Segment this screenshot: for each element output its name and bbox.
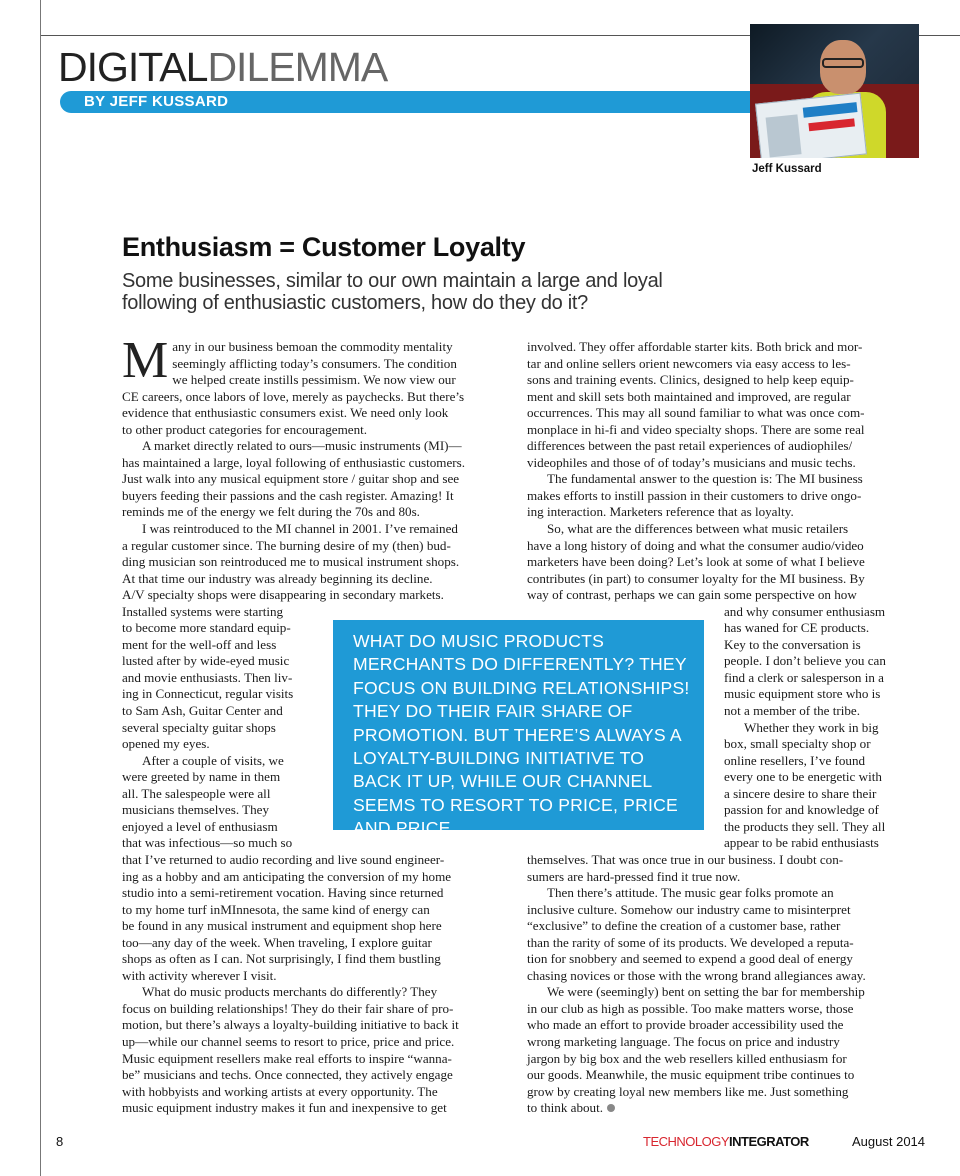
text-line: that was infectious—so much so bbox=[122, 835, 293, 851]
text-line: appear to be rabid enthusiasts bbox=[724, 835, 879, 851]
text-line: a regular customer since. The burning desire of my (then) bud- bbox=[122, 537, 451, 553]
photo-glasses bbox=[822, 58, 864, 68]
text-line: to other product categories for encouragement. bbox=[122, 421, 368, 437]
text-line: to my home turf inMInnesota, the same kind of energy can bbox=[122, 901, 430, 917]
text-line: grow by creating loyal new members like me. Just something bbox=[527, 1083, 849, 1099]
text-line: Music equipment resellers make real efforts to inspire “wanna- bbox=[122, 1050, 452, 1066]
paragraph-11 bbox=[527, 984, 910, 1116]
text-line: passion for and knowledge of bbox=[724, 802, 879, 818]
text-line: way of contrast, perhaps we can gain some perspective on how bbox=[527, 587, 857, 603]
paragraph-10 bbox=[527, 885, 910, 984]
text-line: several specialty guitar shops bbox=[122, 719, 276, 735]
logo-light-word: TECHNOLOGY bbox=[643, 1134, 730, 1149]
text-line: focus on building relationships! They do their fair share of pro- bbox=[122, 1000, 454, 1016]
text-line: Installed systems were starting bbox=[122, 603, 284, 619]
text-line: themselves. That was once true in our business. I doubt con- bbox=[527, 851, 844, 867]
text-line: the products they sell. They all bbox=[724, 818, 886, 834]
pull-quote: WHAT DO MUSIC PRODUCTS MERCHANTS DO DIFFERENTLY? THEY FOCUS ON BUILDING RELATIONSHIPS! THEY DO THEIR FAIR SHARE OF PROMOTION. BUT THERE’S ALWAYS A LOYALTY-BUILDING INITIATIVE TO BACK IT UP, WHILE OUR CHANNEL SEEMS TO RESORT TO PRICE, PRICE AND PRICE. bbox=[353, 631, 690, 839]
text-line: ing interaction. Marketers reference that as loyalty. bbox=[527, 504, 794, 520]
text-line: buyers feeding their passions and the cash register. Amazing! It bbox=[122, 487, 454, 503]
paragraph-2 bbox=[122, 438, 505, 521]
text-line: and why consumer enthusiasm bbox=[724, 603, 886, 619]
text-line: music equipment store who is bbox=[724, 686, 881, 702]
logo-bold-word: INTEGRATOR bbox=[729, 1134, 809, 1149]
text-line: has waned for CE products. bbox=[724, 620, 870, 636]
text-line-last bbox=[527, 1100, 910, 1117]
text-line: CE careers, once labors of love, merely as paychecks. But there’s bbox=[122, 388, 465, 404]
text-line: inclusive culture. Somehow our industry came to misinterpret bbox=[527, 901, 851, 917]
text-line: studio into a semi-retirement vocation. Having since returned bbox=[122, 885, 444, 901]
page-number: 8 bbox=[56, 1134, 64, 1149]
text-line: differences between the past retail experiences of audiophiles/ bbox=[527, 438, 853, 454]
photo-caption: Jeff Kussard bbox=[752, 163, 822, 175]
text-line: ment and skill sets both maintained and improved, are regular bbox=[527, 388, 851, 404]
text-line: to become more standard equip- bbox=[122, 620, 291, 636]
department-thin: DILEMMA bbox=[207, 44, 388, 90]
text-line: ding musician son reintroduced me to musical instrument shops. bbox=[122, 554, 460, 570]
text-line: contributes (in part) to consumer loyalty for the MI business. By bbox=[527, 570, 865, 586]
paragraph-1 bbox=[122, 332, 505, 438]
text-line: wrong marketing language. The focus on price and industry bbox=[527, 1033, 840, 1049]
paragraph-7 bbox=[527, 471, 910, 521]
text-line: What do music products merchants do differently? They bbox=[142, 984, 438, 1000]
text-line: At that time our industry was already beginning its decline. bbox=[122, 570, 433, 586]
text-line: Then there’s attitude. The music gear folks promote an bbox=[547, 885, 834, 901]
text-line: occurrences. This may all sound familiar to what was once com- bbox=[527, 405, 865, 421]
text-line: have a long history of doing and what the consumer audio/video bbox=[527, 537, 864, 553]
text-line: I was reintroduced to the MI channel in 2001. I’ve remained bbox=[142, 521, 458, 537]
paragraph-6 bbox=[527, 339, 910, 471]
text-line: to think about. bbox=[527, 1100, 604, 1116]
text-line: every one to be energetic with bbox=[724, 769, 882, 785]
paragraph-5 bbox=[122, 984, 505, 1116]
text-line: Key to the conversation is bbox=[724, 636, 861, 652]
text-line: all. The salespeople were all bbox=[122, 785, 271, 801]
text-line: enjoyed a level of enthusiasm bbox=[122, 818, 278, 834]
text-line: any in our business bemoan the commodity mentality bbox=[172, 339, 453, 354]
text-line: a sincere desire to share their bbox=[724, 785, 877, 801]
text-line: up—while our channel seems to resort to price, price and price. bbox=[122, 1033, 455, 1049]
text-line: videophiles and those of of today’s musicians and music techs. bbox=[527, 454, 856, 470]
text-line: that I’ve returned to audio recording and live sound engineer- bbox=[122, 851, 445, 867]
text-line: The fundamental answer to the question is: The MI business bbox=[547, 471, 863, 487]
text-line: be” musicians and techs. Once connected, they actively engage bbox=[122, 1067, 453, 1083]
text-line: reminds me of the energy we felt during the 70s and 80s. bbox=[122, 504, 420, 520]
text-line: people. I don’t believe you can bbox=[724, 653, 886, 669]
text-line: seemingly afflicting today’s consumers. The condition bbox=[172, 355, 457, 371]
article-headline: Enthusiasm = Customer Loyalty bbox=[122, 232, 526, 262]
text-line: makes efforts to instill passion in their customers to drive ongo- bbox=[527, 487, 862, 503]
text-line: find a clerk or salesperson in a bbox=[724, 669, 884, 685]
magazine-logo bbox=[643, 1134, 809, 1149]
text-line: online resellers, I’ve found bbox=[724, 752, 866, 768]
pull-quote-box bbox=[333, 620, 704, 839]
author-photo bbox=[750, 24, 919, 158]
text-line: box, small specialty shop or bbox=[724, 736, 871, 752]
text-line: We were (seemingly) bent on setting the bar for membership bbox=[547, 984, 865, 1000]
text-line: Just walk into any musical equipment store / guitar shop and see bbox=[122, 471, 460, 487]
text-line: “exclusive” to define the creation of a customer base, rather bbox=[527, 918, 841, 934]
text-line: with hobbyists and working artists at every opportunity. The bbox=[122, 1083, 438, 1099]
department-bold: DIGITAL bbox=[58, 44, 208, 90]
text-line: A market directly related to ours—music instruments (MI)— bbox=[142, 438, 462, 454]
photo-magazine bbox=[755, 93, 867, 158]
text-line: not a member of the tribe. bbox=[724, 703, 860, 719]
text-line: sons and training events. Clinics, designed to help keep equip- bbox=[527, 372, 854, 388]
drop-cap: M bbox=[122, 332, 169, 389]
text-line: shops as often as I can. Not surprisingly, I find them bustling bbox=[122, 951, 441, 967]
text-line: After a couple of visits, we bbox=[142, 752, 284, 768]
text-line: be found in any musical instrument and equipment shop here bbox=[122, 918, 442, 934]
issue-date: August 2014 bbox=[852, 1134, 926, 1149]
article-deck: Some businesses, similar to our own maintain a large and loyal following of enthusiastic customers, how do they do it? bbox=[122, 270, 663, 314]
text-line: were greeted by name in them bbox=[122, 769, 281, 785]
text-line: chasing novices or those with the wrong brand allegiances away. bbox=[527, 967, 866, 983]
text-line: ing in Connecticut, regular visits bbox=[122, 686, 294, 702]
text-line: who made an effort to provide broader accessibility used the bbox=[527, 1017, 844, 1033]
text-line: than the rarity of some of its products. We developed a reputa- bbox=[527, 934, 854, 950]
text-line: jargon by big box and the web resellers killed enthusiasm for bbox=[527, 1050, 847, 1066]
text-line: music equipment industry makes it fun and inexpensive to get bbox=[122, 1100, 447, 1116]
text-line: tar and online sellers orient newcomers via easy access to les- bbox=[527, 355, 851, 371]
text-line: motion, but there’s always a loyalty-building initiative to back it bbox=[122, 1017, 459, 1033]
text-line: musicians themselves. They bbox=[122, 802, 270, 818]
text-line: and movie enthusiasts. Then liv- bbox=[122, 669, 293, 685]
text-line: our goods. Meanwhile, the music equipment tribe continues to bbox=[527, 1067, 855, 1083]
end-mark-icon bbox=[607, 1104, 615, 1112]
text-line: marketers have been doing? Let’s look at some of what I believe bbox=[527, 554, 865, 570]
left-rule bbox=[40, 0, 41, 1176]
text-line: lusted after by wide-eyed music bbox=[122, 653, 290, 669]
text-line: tion for snobbery and seemed to expend a good deal of energy bbox=[527, 951, 853, 967]
text-line: Whether they work in big bbox=[744, 719, 879, 735]
department-title bbox=[58, 44, 387, 90]
text-line: monplace in hi-fi and video specialty shops. There are some real bbox=[527, 421, 865, 437]
text-line: has maintained a large, loyal following of enthusiastic customers. bbox=[122, 454, 466, 470]
text-line: in our club as high as possible. Too make matters worse, those bbox=[527, 1000, 854, 1016]
text-line: evidence that enthusiastic consumers exist. We need only look bbox=[122, 405, 449, 421]
text-line: ing as a hobby and am anticipating the conversion of my home bbox=[122, 868, 452, 884]
text-line: opened my eyes. bbox=[122, 736, 210, 752]
text-line: ment for the well-off and less bbox=[122, 636, 277, 652]
text-line: involved. They offer affordable starter kits. Both brick and mor- bbox=[527, 339, 863, 354]
text-line: to Sam Ash, Guitar Center and bbox=[122, 703, 283, 719]
text-line: A/V specialty shops were disappearing in secondary markets. bbox=[122, 587, 444, 603]
text-line: with activity wherever I visit. bbox=[122, 967, 277, 983]
text-line: too—any day of the week. When traveling, I explore guitar bbox=[122, 934, 432, 950]
text-line: sumers are hard-pressed find it true now. bbox=[527, 868, 741, 884]
text-line: we helped create instills pessimism. We now view our bbox=[172, 372, 456, 388]
byline: BY JEFF KUSSARD bbox=[84, 93, 229, 110]
text-line: So, what are the differences between what music retailers bbox=[547, 521, 849, 537]
